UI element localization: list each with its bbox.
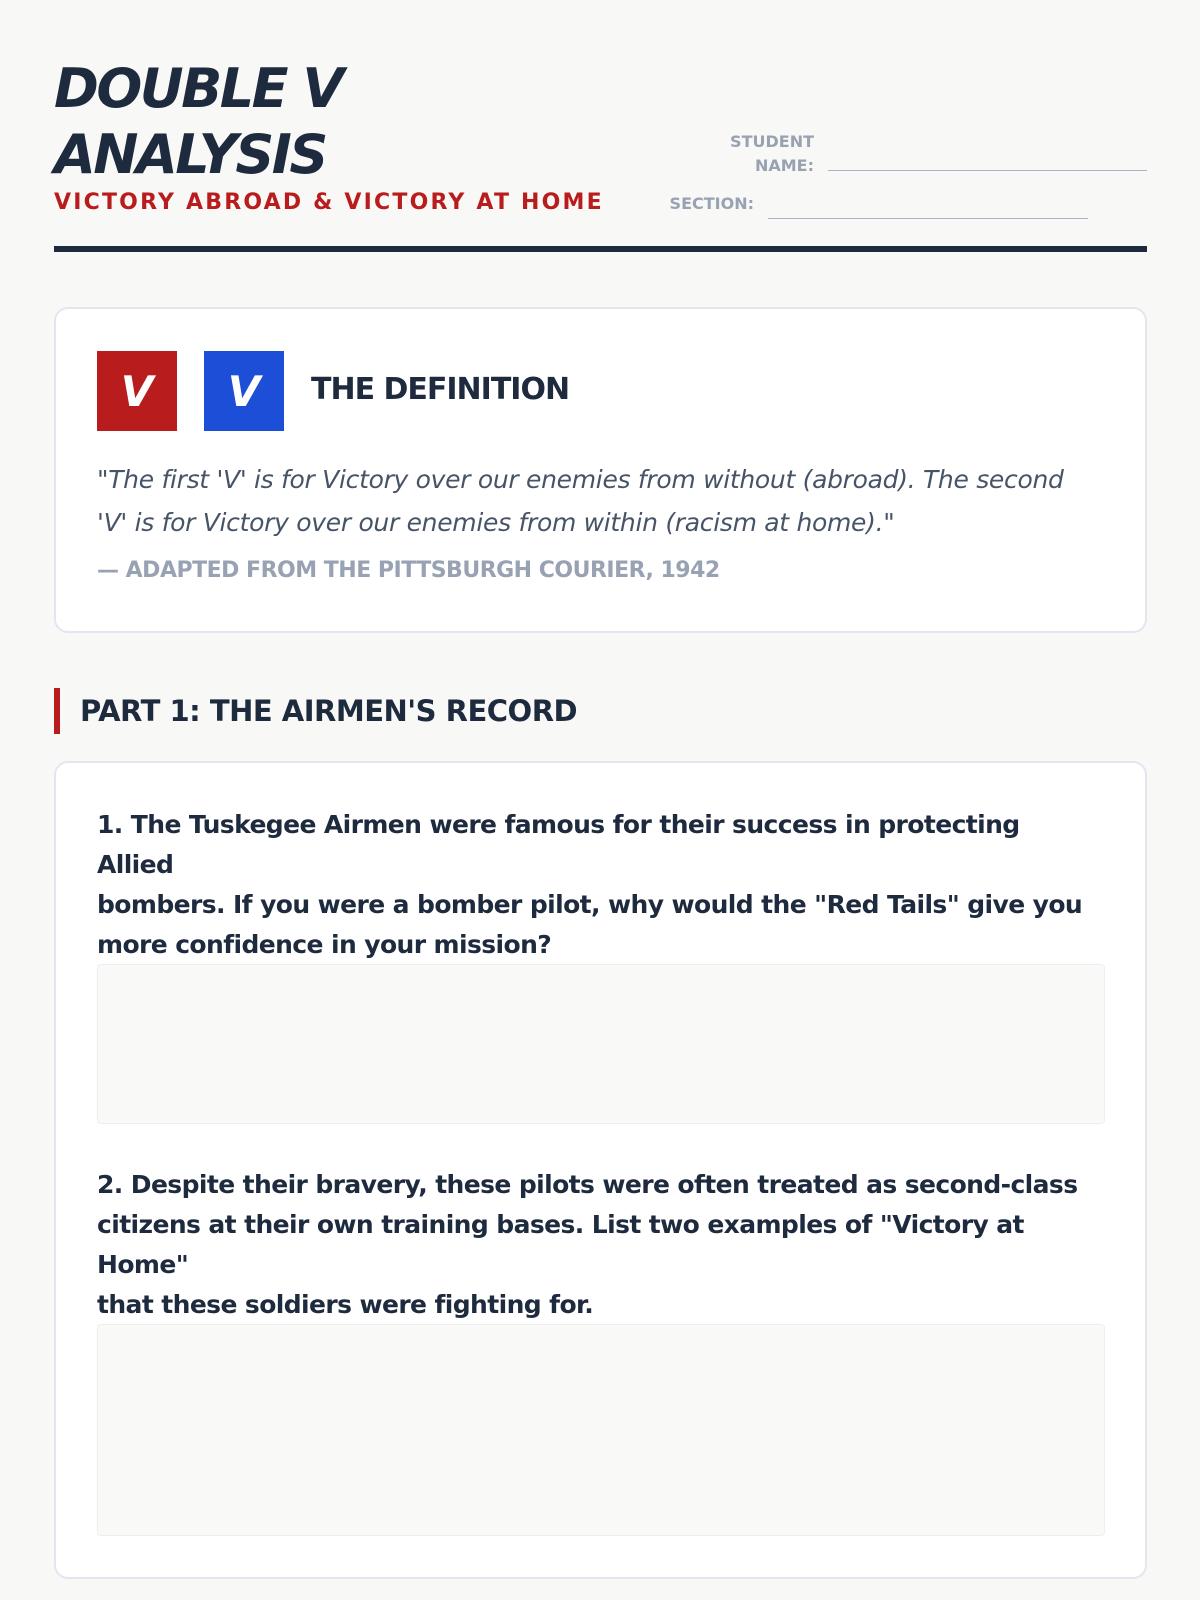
question-1-line-1: 1. The Tuskegee Airmen were famous for their success in protecting Allied: [97, 810, 1020, 879]
quote-line-1: "The first 'V' is for Victory over our enemies from without (abroad). The second: [97, 465, 1064, 494]
quote-line-2: 'V' is for Victory over our enemies from within (racism at home).": [97, 508, 895, 537]
definition-title: THE DEFINITION: [311, 372, 570, 407]
worksheet-header: [54, 56, 1147, 256]
section-field[interactable]: [768, 218, 1088, 219]
student-name-label-line-1: STUDENT: [730, 132, 814, 151]
question-2-line-3: that these soldiers were fighting for.: [97, 1290, 594, 1319]
answer-box-2[interactable]: [97, 1324, 1105, 1536]
page-subtitle: VICTORY ABROAD & VICTORY AT HOME: [54, 190, 604, 215]
section-label: SECTION:: [669, 194, 754, 213]
answer-box-1[interactable]: [97, 964, 1105, 1124]
question-2-line-1: 2. Despite their bravery, these pilots were often treated as second-class: [97, 1170, 1078, 1199]
question-2-line-2: citizens at their own training bases. List two examples of "Victory at Home": [97, 1210, 1024, 1279]
section-title: PART 1: THE AIRMEN'S RECORD: [80, 694, 578, 728]
question-1-line-3: more confidence in your mission?: [97, 930, 552, 959]
section-accent-bar: [54, 688, 60, 734]
page-title-line-1: DOUBLE V: [54, 57, 342, 120]
question-1: [97, 805, 1097, 965]
definition-quote: [97, 458, 1107, 544]
quote-attribution: — ADAPTED FROM THE PITTSBURGH COURIER, 1942: [97, 558, 720, 583]
student-name-label: [690, 130, 814, 178]
student-name-field[interactable]: [828, 170, 1147, 171]
question-2: [97, 1165, 1097, 1325]
page-title-line-2: ANALYSIS: [54, 123, 326, 186]
header-divider: [54, 246, 1147, 252]
blue-v-badge: V: [204, 351, 284, 431]
red-v-badge: V: [97, 351, 177, 431]
student-name-label-line-2: NAME:: [754, 156, 814, 175]
question-1-line-2: bombers. If you were a bomber pilot, why would the "Red Tails" give you: [97, 890, 1083, 919]
